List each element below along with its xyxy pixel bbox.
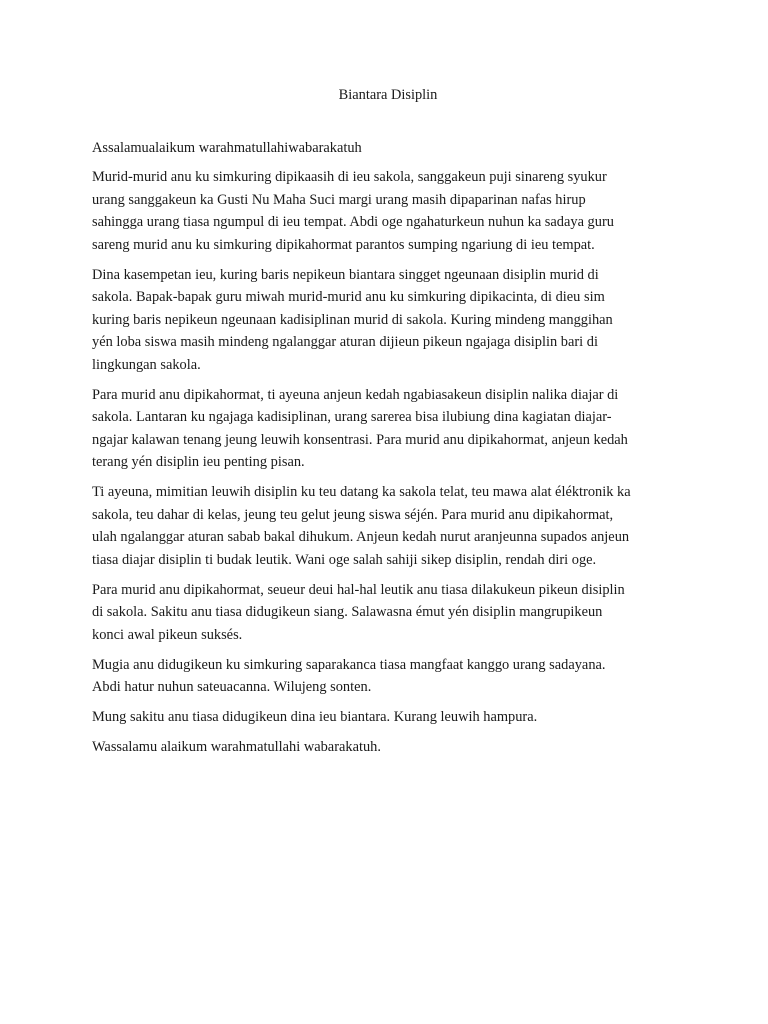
paragraph-line: tiasa diajar disiplin ti budak leutik. Wani oge salah sahiji sikep disiplin, rendah diri oge. xyxy=(92,551,597,568)
paragraph-line: di sakola. Sakitu anu tiasa didugikeun siang. Salawasna émut yén disiplin mangrupikeun xyxy=(92,604,603,620)
paragraph xyxy=(92,481,684,571)
paragraph-line: ulah ngalanggar aturan sabab bakal dihukum. Anjeun kedah nurut aranjeunna supados anjeun xyxy=(92,529,630,545)
paragraph-line: kuring baris nepikeun ngeunaan kadisiplinan murid di sakola. Kuring mindeng manggihan xyxy=(92,311,613,328)
paragraph-line: sareng murid anu ku simkuring dipikahormat parantos sumping ngariung di ieu tempat. xyxy=(92,236,595,253)
paragraph-line: Mugia anu didugikeun ku simkuring saparakanca tiasa mangfaat kanggo urang sadayana. xyxy=(92,656,606,673)
paragraph-line: Abdi hatur nuhun sateuacanna. Wilujeng sonten. xyxy=(92,679,372,695)
paragraph-line: yén loba siswa masih mindeng ngalanggar aturan dijieun pikeun ngajaga disiplin bari di xyxy=(92,334,598,350)
document-page xyxy=(92,84,684,766)
paragraph-line: terang yén disiplin ieu penting pisan. xyxy=(92,454,305,470)
paragraph-line: Mung sakitu anu tiasa didugikeun dina ieu biantara. Kurang leuwih hampura. xyxy=(92,709,538,725)
paragraph-line: konci awal pikeun suksés. xyxy=(92,626,243,643)
paragraph xyxy=(92,706,684,729)
paragraph-line: Para murid anu dipikahormat, ti ayeuna anjeun kedah ngabiasakeun disiplin nalika diajar di xyxy=(92,386,619,403)
paragraph-line: sakola, teu dahar di kelas, jeung teu gelut jeung siswa séjén. Para murid anu dipikahormat, xyxy=(92,506,614,523)
greeting-line: Assalamualaikum warahmatullahiwabarakatuh xyxy=(92,139,362,156)
paragraph-line: Para murid anu dipikahormat, seueur deui hal-hal leutik anu tiasa dilakukeun pikeun disiplin xyxy=(92,581,625,598)
paragraph-line: sakola. Bapak-bapak guru miwah murid-murid anu ku simkuring dipikacinta, di dieu sim xyxy=(92,289,605,305)
paragraph xyxy=(92,654,684,699)
paragraph-line: sahingga urang tiasa ngumpul di ieu tempat. Abdi oge ngahaturkeun nuhun ka sadaya guru xyxy=(92,214,614,230)
paragraph xyxy=(92,579,684,647)
paragraph xyxy=(92,166,684,256)
paragraph xyxy=(92,264,684,377)
paragraph-line: sakola. Lantaran ku ngajaga kadisiplinan, urang sarerea bisa ilubiung dina kagiatan diajar- xyxy=(92,409,612,425)
document-body xyxy=(92,166,684,759)
paragraph-line: ngajar kalawan tenang jeung leuwih konsentrasi. Para murid anu dipikahormat, anjeun kedah xyxy=(92,431,628,448)
paragraph-line: urang sanggakeun ka Gusti Nu Maha Suci margi urang masih dipaparinan nafas hirup xyxy=(92,191,586,208)
paragraph-line: Ti ayeuna, mimitian leuwih disiplin ku teu datang ka sakola telat, teu mawa alat éléktronik ka xyxy=(92,484,631,500)
paragraph-line: Dina kasempetan ieu, kuring baris nepikeun biantara singget ngeunaan disiplin murid di xyxy=(92,266,599,283)
paragraph-line: lingkungan sakola. xyxy=(92,356,201,373)
paragraph xyxy=(92,736,684,759)
paragraph-line: Murid-murid anu ku simkuring dipikaasih di ieu sakola, sanggakeun puji sinareng syukur xyxy=(92,169,607,185)
paragraph-line: Wassalamu alaikum warahmatullahi wabarakatuh. xyxy=(92,739,381,755)
paragraph xyxy=(92,384,684,474)
document-title: Biantara Disiplin xyxy=(338,87,438,103)
